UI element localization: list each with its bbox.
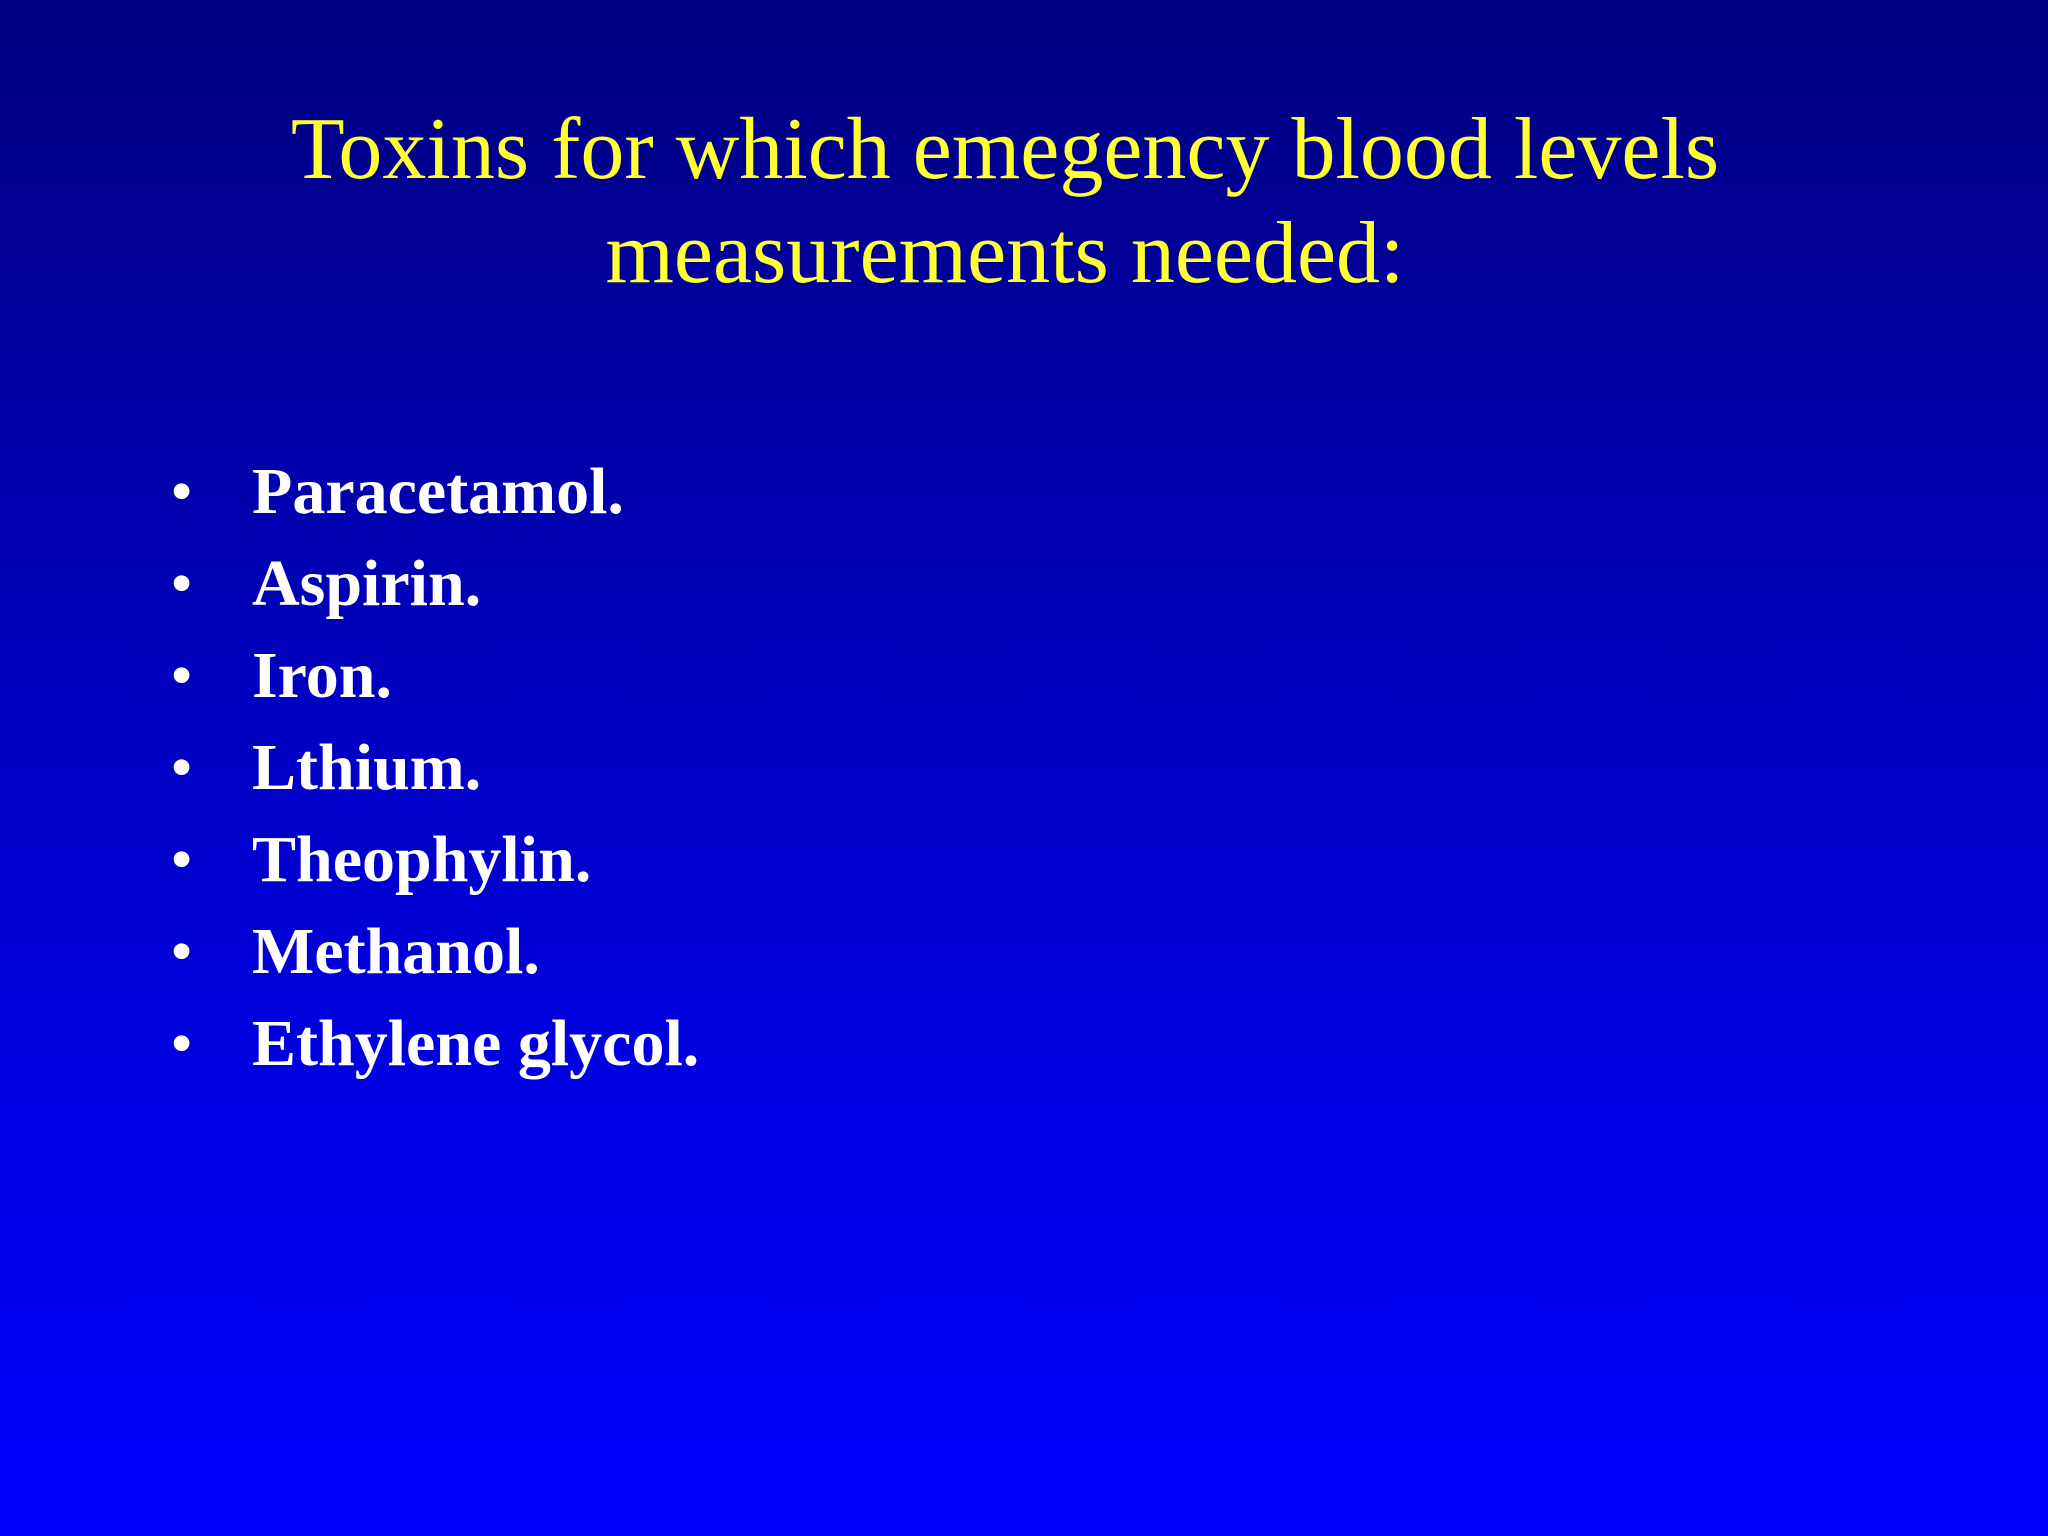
- bullet-icon: •: [170, 547, 194, 620]
- bullet-icon: •: [170, 915, 194, 988]
- bullet-icon: •: [170, 639, 194, 712]
- bullet-icon: •: [170, 1007, 194, 1080]
- bullet-icon: •: [170, 823, 194, 896]
- toxin-list-item: [170, 906, 699, 998]
- toxin-list-item: [170, 538, 699, 630]
- toxin-label-iron: Iron.: [252, 639, 392, 712]
- toxin-label-theophylline: Theophylin.: [252, 823, 592, 896]
- toxin-list-item: [170, 722, 699, 814]
- slide-title-line-2: measurements needed:: [605, 205, 1405, 302]
- toxin-label-ethylene-glycol: Ethylene glycol.: [252, 1007, 700, 1080]
- bullet-icon: •: [170, 731, 194, 804]
- toxin-list: [170, 446, 699, 1090]
- toxin-label-paracetamol: Paracetamol.: [252, 455, 624, 528]
- bullet-icon: •: [170, 455, 194, 528]
- toxin-list-item: [170, 998, 699, 1090]
- toxin-label-aspirin: Aspirin.: [252, 547, 482, 620]
- toxin-label-methanol: Methanol.: [252, 915, 540, 988]
- toxin-label-lithium: Lthium.: [252, 731, 482, 804]
- toxin-list-item: [170, 814, 699, 906]
- toxin-list-item: [170, 630, 699, 722]
- slide-title-line-1: Toxins for which emegency blood levels: [290, 101, 1720, 198]
- slide-title: [0, 98, 2010, 306]
- toxin-list-item: [170, 446, 699, 538]
